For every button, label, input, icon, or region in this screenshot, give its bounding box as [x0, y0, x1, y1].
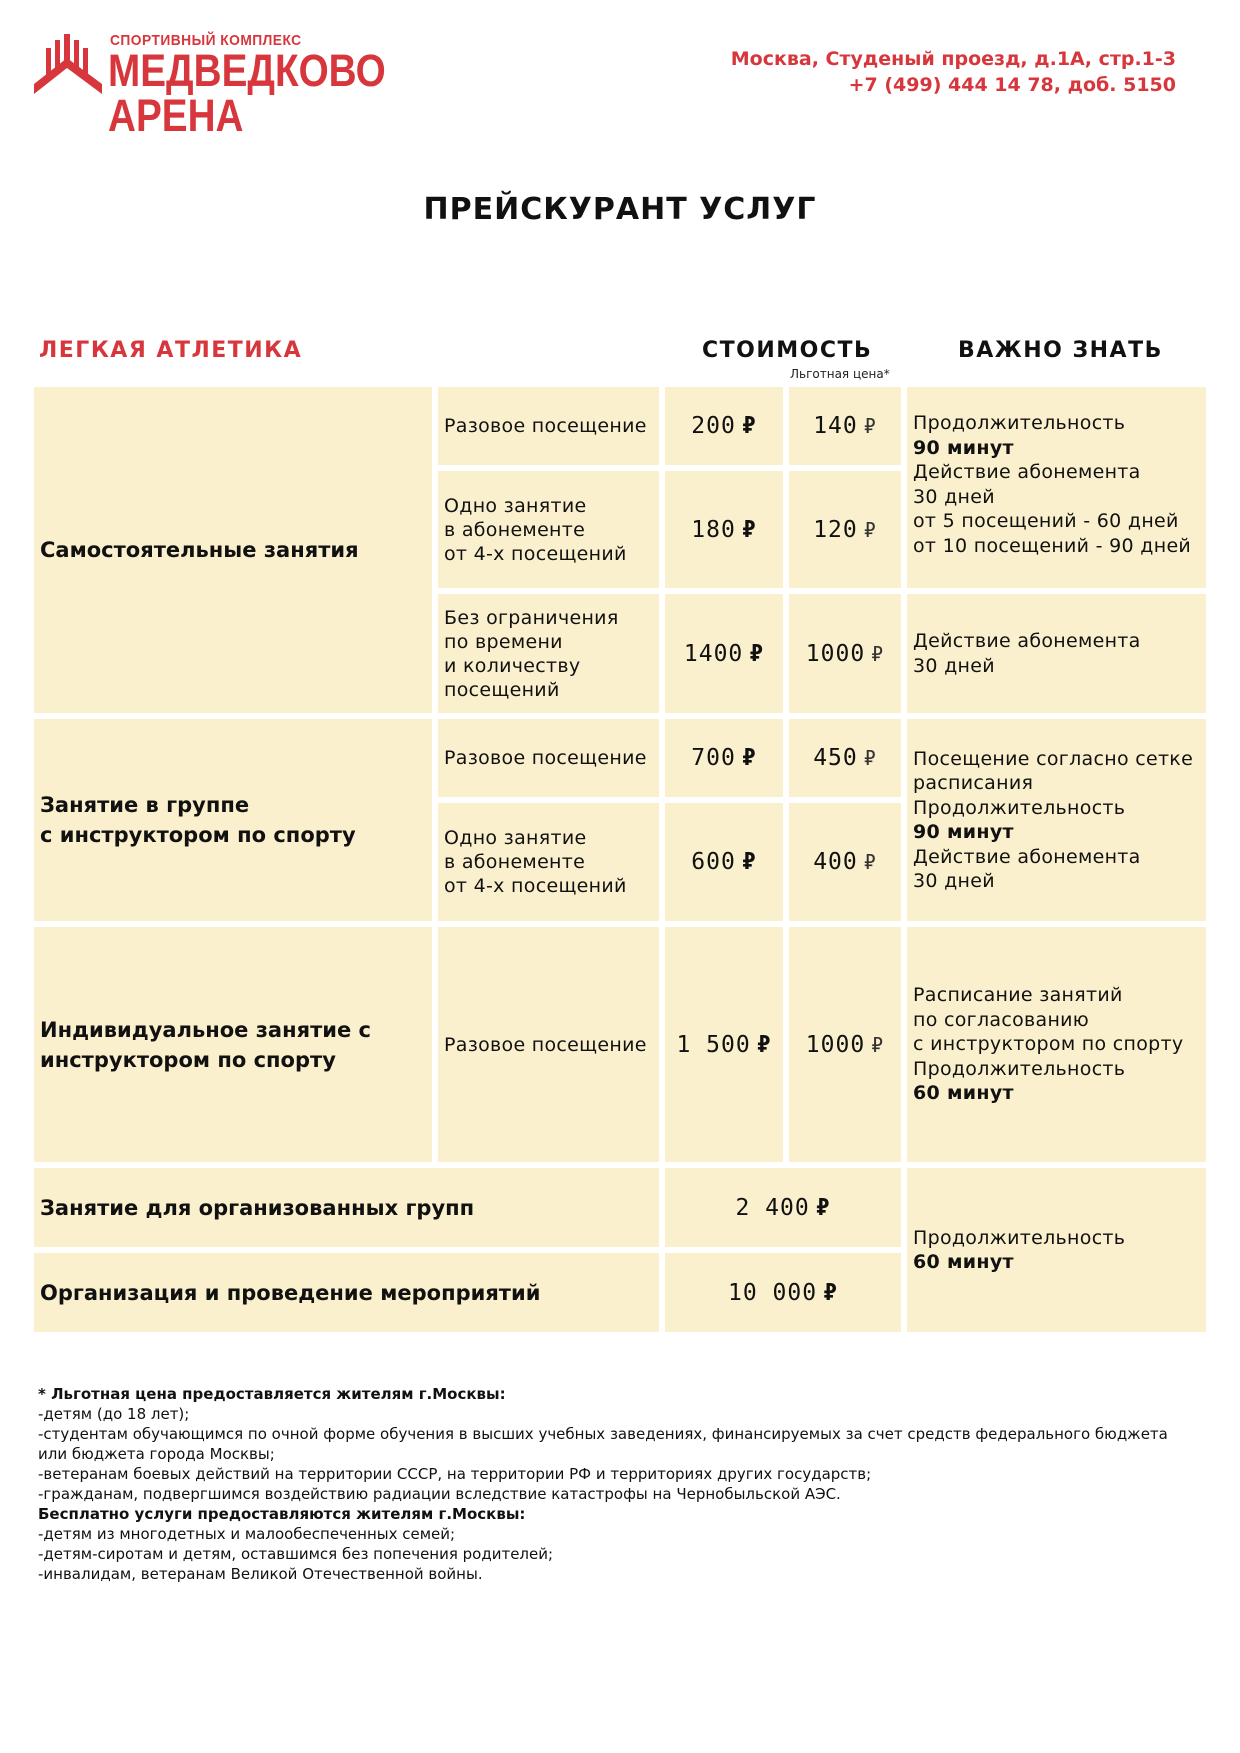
option-cell [438, 471, 659, 588]
option-label: посещений [444, 678, 560, 701]
info-line: Продолжительность [913, 796, 1126, 819]
info-cell [907, 719, 1206, 921]
price-cell [665, 803, 783, 921]
info-cell [907, 387, 1206, 588]
logo-emblem-icon [34, 34, 102, 96]
reduced-price-value: 1000 [805, 1031, 866, 1058]
option-label: Разовое посещение [444, 415, 647, 437]
reduced-price-cell [789, 594, 901, 713]
logo-title: МЕДВЕДКОВО АРЕНА [108, 45, 386, 141]
ruble-icon: ₽ [871, 1032, 885, 1057]
page-title: ПРЕЙСКУРАНТ УСЛУГ [423, 192, 817, 227]
service-name: Самостоятельные занятия [40, 538, 359, 562]
price-cell [665, 387, 783, 465]
info-line: 30 дней [913, 654, 995, 677]
info-cell [907, 1168, 1206, 1332]
price-cell [665, 471, 783, 588]
ruble-icon: ₽ [741, 745, 757, 771]
footnote-item: -детям-сиротам и детям, оставшимся без попечения родителей; [38, 1545, 554, 1563]
option-label: Без ограничения [444, 606, 619, 629]
info-line-bold: 60 минут [913, 1251, 1014, 1273]
info-line: Расписание занятий [913, 984, 1123, 1007]
reduced-price-cell [789, 927, 901, 1162]
price-cell [665, 1168, 901, 1247]
price-value: 200 [691, 413, 736, 439]
price-value: 1 500 [676, 1031, 751, 1058]
info-line: Действие абонемента [913, 845, 1141, 868]
ruble-icon: ₽ [863, 414, 877, 438]
service-cell [34, 719, 432, 921]
reduced-price-cell [789, 471, 901, 588]
ruble-icon: ₽ [823, 1279, 838, 1306]
option-label: от 4-х посещений [444, 875, 627, 897]
option-label: Разовое посещение [444, 1033, 647, 1056]
footnote-item: -детям из многодетных и малообеспеченных семей; [38, 1525, 456, 1543]
ruble-icon: ₽ [741, 516, 757, 543]
option-cell [438, 927, 659, 1162]
option-label: Одно занятие [444, 494, 587, 517]
ruble-icon: ₽ [863, 517, 877, 542]
option-cell [438, 594, 659, 713]
footnote-item: -ветеранам боевых действий на территории СССР, на территории РФ и территориях других государств; [38, 1465, 872, 1483]
option-label: от 4-х посещений [444, 542, 627, 565]
logo-subtitle: СПОРТИВНЫЙ КОМПЛЕКС [110, 32, 302, 49]
price-cell [665, 927, 783, 1162]
info-line: Продолжительность [913, 412, 1126, 434]
reduced-price-cell [789, 803, 901, 921]
info-line: Действие абонемента [913, 630, 1141, 652]
ruble-icon: ₽ [863, 850, 877, 874]
service-cell [34, 1253, 659, 1332]
footnote [38, 1384, 1198, 1584]
option-cell [438, 387, 659, 465]
ruble-icon: ₽ [815, 1194, 831, 1221]
option-cell [438, 803, 659, 921]
option-label: по времени [444, 630, 563, 653]
footnote-item: -гражданам, подвергшимся воздействию радиации вследствие катастрофы на Чернобыльской АЭС. [38, 1485, 841, 1503]
ruble-icon: ₽ [741, 849, 757, 875]
info-line-bold: 60 минут [913, 1082, 1014, 1105]
option-label: и количеству [444, 654, 581, 677]
price-cell [665, 1253, 901, 1332]
info-line: от 10 посещений - 90 дней [913, 534, 1192, 557]
reduced-price-value: 140 [813, 413, 858, 439]
section-title: ЛЕГКАЯ АТЛЕТИКА [39, 338, 303, 363]
phone: +7 (499) 444 14 78, доб. 5150 [848, 74, 1176, 96]
service-name: Занятие в группе [40, 793, 250, 817]
price-value: 600 [691, 849, 736, 875]
info-line: с инструктором по спорту [913, 1033, 1184, 1056]
column-header-info: ВАЖНО ЗНАТЬ [958, 338, 1163, 363]
info-line: по согласованию [913, 1008, 1090, 1031]
footnote-heading: Бесплатно услуги предоставляются жителям г.Москвы: [38, 1505, 526, 1523]
info-line-bold: 90 минут [913, 821, 1014, 843]
service-name: Занятие для организованных групп [40, 1195, 475, 1220]
service-name: Индивидуальное занятие с [40, 1017, 371, 1042]
info-cell [907, 594, 1206, 713]
info-cell [907, 927, 1206, 1162]
footnote-heading: * Льготная цена предоставляется жителям г.Москвы: [38, 1385, 506, 1403]
service-cell [34, 927, 432, 1162]
service-name: Организация и проведение мероприятий [40, 1280, 541, 1305]
price-value: 10 000 [728, 1279, 818, 1306]
price-cell [665, 594, 783, 713]
service-name: с инструктором по спорту [40, 823, 356, 847]
column-header-cost: СТОИМОСТЬ [702, 338, 873, 363]
option-cell [438, 719, 659, 797]
info-line: Действие абонемента [913, 461, 1141, 483]
footnote-item: -детям (до 18 лет); [38, 1405, 190, 1423]
reduced-price-value: 120 [813, 516, 858, 543]
reduced-price-value: 450 [813, 745, 858, 771]
reduced-price-value: 1000 [805, 640, 866, 667]
service-cell [34, 1168, 659, 1247]
info-line: 30 дней [913, 870, 995, 892]
ruble-icon: ₽ [749, 640, 765, 667]
info-line: Продолжительность [913, 1226, 1126, 1249]
ruble-icon: ₽ [863, 746, 877, 770]
reduced-price-value: 400 [813, 849, 858, 875]
info-line: от 5 посещений - 60 дней [913, 510, 1179, 532]
service-name: инструктором по спорту [40, 1047, 336, 1072]
ruble-icon: ₽ [756, 1031, 772, 1058]
contact-block [731, 46, 1176, 98]
info-line: Продолжительность [913, 1057, 1126, 1080]
info-line: Посещение согласно сетке [913, 747, 1194, 770]
logo [34, 30, 474, 141]
reduced-price-cell [789, 719, 901, 797]
footnote-item: -инвалидам, ветеранам Великой Отечественной войны. [38, 1565, 483, 1583]
column-header-reduced-price: Льготная цена* [790, 367, 890, 381]
info-line: расписания [913, 772, 1034, 794]
price-value: 180 [691, 516, 736, 543]
price-value: 1400 [683, 640, 744, 667]
option-label: Одно занятие [444, 827, 587, 849]
footnote-item: -студентам обучающимся по очной форме обучения в высших учебных заведениях, финансируемых за счет средств федерального бюджета или бюджета города Москвы; [38, 1425, 1168, 1463]
option-label: в абонементе [444, 518, 586, 541]
address: Москва, Студеный проезд, д.1А, стр.1-3 [730, 48, 1176, 70]
ruble-icon: ₽ [871, 641, 885, 666]
info-line: 30 дней [913, 485, 995, 508]
ruble-icon: ₽ [741, 413, 757, 439]
service-cell [34, 387, 432, 713]
info-line-bold: 90 минут [913, 436, 1014, 459]
reduced-price-cell [789, 387, 901, 465]
price-cell [665, 719, 783, 797]
option-label: Разовое посещение [444, 747, 647, 769]
option-label: в абонементе [444, 851, 586, 873]
price-value: 700 [691, 745, 736, 771]
price-value: 2 400 [735, 1194, 810, 1221]
